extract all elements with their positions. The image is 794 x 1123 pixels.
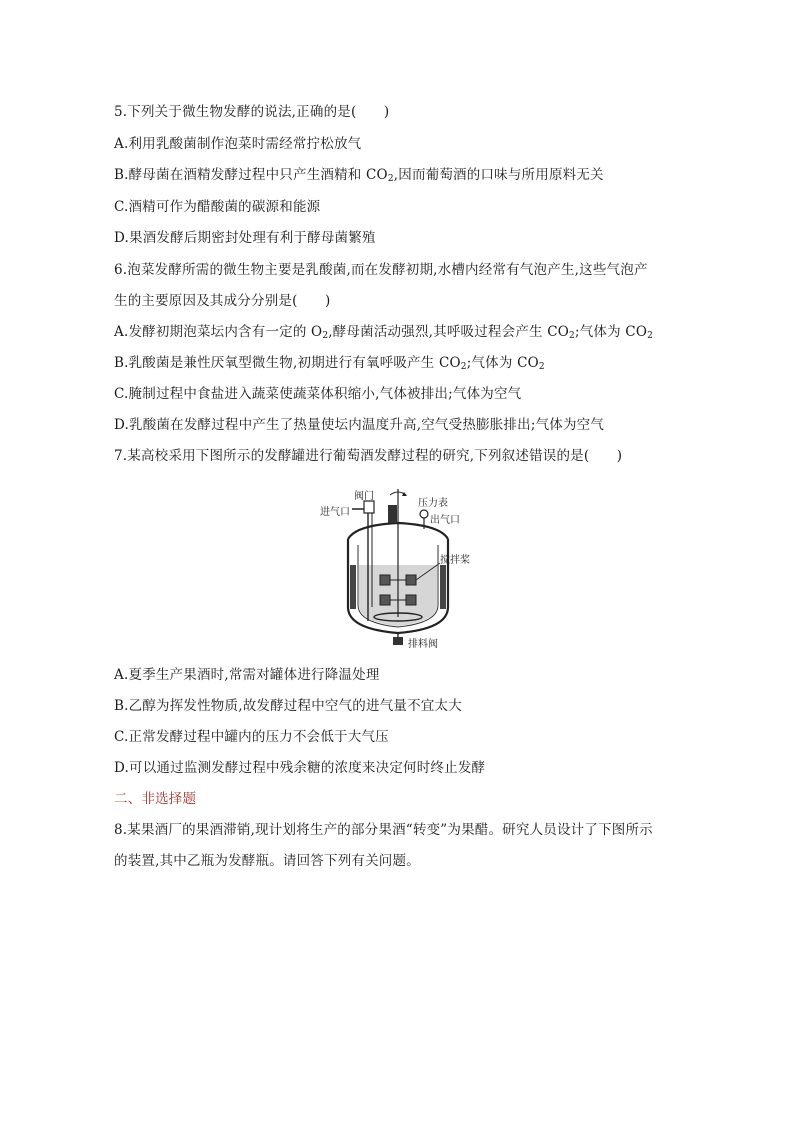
impeller-blade [380, 595, 390, 605]
subscript: 2 [569, 331, 575, 341]
q7-option-c: C.正常发酵过程中罐内的压力不会低于大气压 [114, 729, 389, 745]
q8-line-2: 的装置,其中乙瓶为发酵瓶。请回答下列有关问题。 [114, 853, 420, 869]
q5-option-b [114, 166, 604, 188]
q6-b-part-2: ;气体为 CO [466, 355, 539, 371]
q6-a-part-1: A.发酵初期泡菜坛内含有一定的 O [114, 324, 323, 340]
subscript: 2 [460, 362, 467, 372]
q5-stem-text: 5.下列关于微生物发酵的说法,正确的是( ) [114, 104, 390, 120]
q6-a-part-2: ,酵母菌活动强烈,其呼吸过程会产生 CO [328, 324, 570, 340]
label-air-inlet: 进气口 [320, 507, 350, 518]
valve-icon [364, 501, 374, 513]
subscript: 2 [387, 174, 394, 184]
discharge-valve-icon [393, 637, 403, 645]
subscript: 2 [322, 331, 329, 341]
q6-stem-line-2: 生的主要原因及其成分分别是( ) [114, 293, 331, 309]
label-valve: 阀门 [354, 491, 374, 502]
impeller-blade [406, 575, 416, 585]
pressure-gauge-icon [388, 505, 397, 523]
q7-option-b: B.乙醇为挥发性物质,故发酵过程中空气的进气量不宜太大 [114, 698, 462, 714]
q5-option-d: D.果酒发酵后期密封处理有利于酵母菌繁殖 [114, 230, 376, 246]
q5-option-c: C.酒精可作为醋酸菌的碳源和能源 [114, 199, 321, 215]
q6-option-b [114, 354, 545, 376]
impeller-blade [406, 595, 416, 605]
q8-line-1: 8.某果酒厂的果酒滞销,现计划将生产的部分果酒“转变”为果醋。研究人员设计了下图所示 [114, 822, 653, 838]
section-heading: 二、非选择题 [114, 791, 197, 807]
q5-option-a: A.利用乳酸菌制作泡菜时需经常拧松放气 [114, 136, 362, 152]
subscript: 2 [647, 331, 654, 341]
q6-a-part-3: ;气体为 CO [574, 324, 648, 340]
q5-option-b-pre: B.酵母菌在酒精发酵过程中只产生酒精和 CO [114, 167, 388, 183]
label-discharge-valve: 排料阀 [408, 639, 438, 650]
q7-stem: 7.某高校采用下图所示的发酵罐进行葡萄酒发酵过程的研究,下列叙述错误的是( ) [114, 448, 623, 464]
q6-stem-line-1: 6.泡菜发酵所需的微生物主要是乳酸菌,而在发酵初期,水槽内经常有气泡产生,这些气泡产 [114, 262, 648, 278]
left-jacket-band [350, 565, 356, 609]
q6-option-c: C.腌制过程中食盐进入蔬菜使蔬菜体积缩小,气体被排出;气体为空气 [114, 386, 522, 402]
q6-option-d: D.乳酸菌在发酵过程中产生了热量使坛内温度升高,空气受热膨胀排出;气体为空气 [114, 417, 605, 433]
label-pressure-gauge: 压力表 [418, 498, 448, 509]
subscript: 2 [538, 362, 545, 372]
fermenter-diagram [318, 487, 478, 652]
label-stirrer: 搅拌桨 [440, 555, 470, 566]
q7-option-a: A.夏季生产果酒时,常需对罐体进行降温处理 [114, 667, 380, 683]
q5-stem [114, 103, 389, 121]
q5-option-b-post: ,因而葡萄酒的口味与所用原料无关 [393, 167, 604, 183]
q7-option-d: D.可以通过监测发酵过程中残余糖的浓度来决定何时终止发酵 [114, 760, 486, 776]
right-jacket-band [440, 565, 446, 609]
q6-b-part-1: B.乳酸菌是兼性厌氧型微生物,初期进行有氧呼吸产生 CO [114, 355, 461, 371]
label-air-outlet: 出气口 [430, 515, 460, 526]
impeller-blade [380, 575, 390, 585]
outlet-icon [420, 510, 428, 518]
q6-option-a [114, 323, 653, 345]
